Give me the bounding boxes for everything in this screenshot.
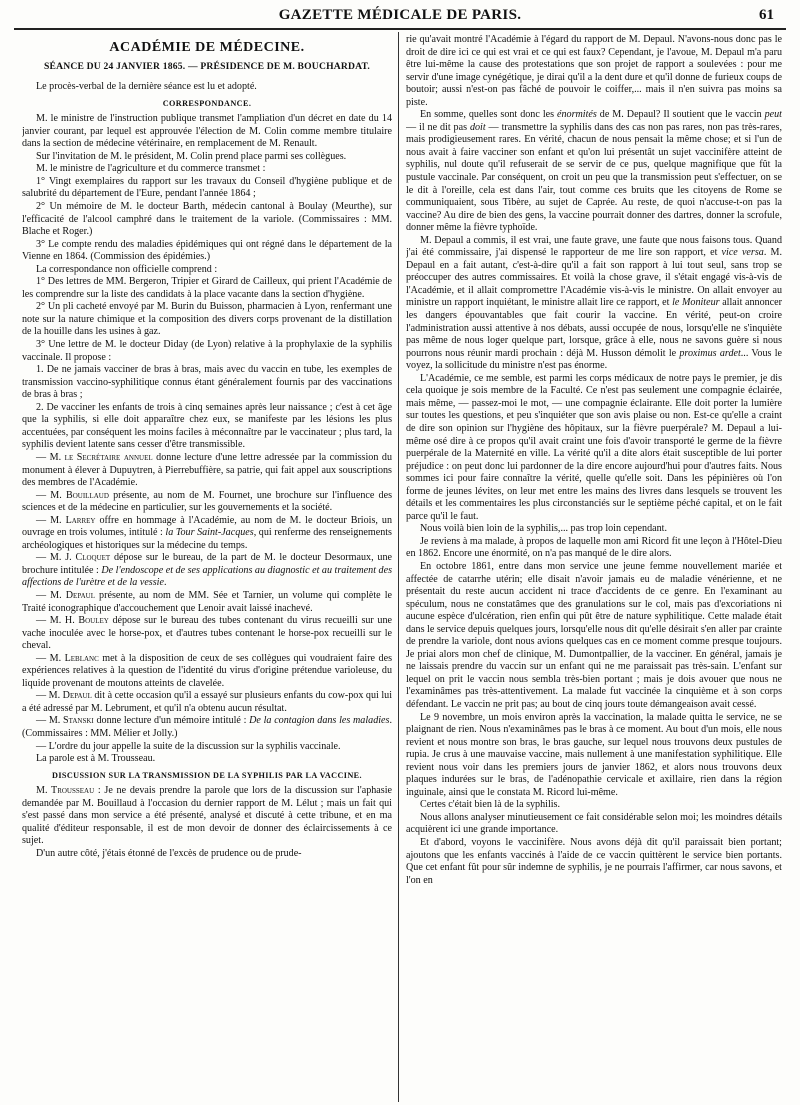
- paragraph: — L'ordre du jour appelle la suite de la discussion sur la syphilis vaccinale.: [36, 740, 341, 752]
- paragraph: Nous allons analyser minutieusement ce fait considérable selon moi; les moindres détails acquièrent ici une grande importance.: [406, 811, 782, 836]
- paragraph: — M. Leblanc met à la disposition de ceux de ses collègues qui voudraient faire des expériences relatives à la question de l'identité du virus d'origine prétendue varioleuse, du liquide provenant de moutons atteints de clavelée.: [22, 652, 392, 689]
- paragraph: Le 9 novembre, un mois environ après la vaccination, la malade quitta le service, ne se plaignant de rien. Nous n'examinâmes pas le bras à ce moment. Au bout d'un mois, elle nous revient et nous montre son bras, le bras gauche, sur lequel nous trouvons deux pustules de rupia. Je crus à une mauvaise vaccine, mais nullement à une manifestation syphilitique. Elle revient nous voir dans les premiers jours de janvier 1862, et alors nous trouvons deux plaques indurées sur le bras, de l'adénopathie cervicale et axillaire, rien dans la région inguinale, ainsi que le constata M. Ricord lui-même.: [406, 711, 782, 798]
- paragraph: Je reviens à ma malade, à propos de laquelle mon ami Ricord fit une leçon à l'Hôtel-Dieu en 1862. Encore une énormité, on n'a pas manqué de le dire alors.: [406, 535, 782, 560]
- paragraph: 1. De ne jamais vacciner de bras à bras, mais avec du vaccin en tube, les exemples de transmission vaccino-syphilitique connus étant généralement fournis par des vaccinations de bras à bras ;: [22, 364, 392, 401]
- paragraph: M. Trousseau : Je ne devais prendre la parole que lors de la discussion sur l'aphasie demandée par M. Bouillaud à l'occasion du dernier rapport de M. Lélut ; mais un fait qui s'est passé dans mon service a été présenté, analysé et discuté à cette tribune, et en ma qualité d'éditeur responsable, il est de mon devoir de donner des éclaircissements à ce sujet.: [22, 785, 392, 847]
- running-header: [0, 0, 800, 26]
- paragraph: 2° Un pli cacheté envoyé par M. Burin du Buisson, pharmacien à Lyon, renfermant une note sur la nature chimique et la composition des divers corps provenant de la distillation de la houille dans les usines à gaz.: [22, 301, 392, 338]
- session-line: SÉANCE DU 24 JANVIER 1865. — PRÉSIDENCE DE M. BOUCHARDAT.: [43, 60, 371, 72]
- paragraph: Sur l'invitation de M. le président, M. Colin prend place parmi ses collègues.: [36, 150, 347, 162]
- subhead-correspondance: CORRESPONDANCE.: [162, 98, 252, 108]
- paragraph: Et d'abord, voyons le vaccinifère. Nous avons déjà dit qu'il paraissait bien portant; ajoutons que les enfants vaccinés à l'aide de ce vaccin quittèrent le service bien portants. Que cet enfant fût pour sûr indemne de syphilis, je ne pourrais l'affirmer, car nous savons, et l'on en: [406, 837, 782, 886]
- paragraph: 2. De vacciner les enfants de trois à cinq semaines après leur naissance ; c'est à cet âge que la syphilis, si elle doit apparaître chez eux, se manifeste par les lésions les plus accentuées, par conséquent les moins faciles à méconnaître par le vaccinateur ; plus tard, la syphilis devient latente sans cesser d'être transmissible.: [22, 401, 392, 451]
- paragraph: 3° Le compte rendu des maladies épidémiques qui ont régné dans le département de la Vienne en 1864. (Commission des épidémies.): [22, 238, 392, 263]
- paragraph: 1° Vingt exemplaires du rapport sur les travaux du Conseil d'hygiène publique et de salubrité du département de l'Eure, pendant l'année 1864 ;: [22, 175, 392, 200]
- paragraph: L'Académie, ce me semble, est parmi les corps médicaux de notre pays le premier, je dis cela quoique je sois membre de la Faculté. Ce n'est pas seulement une compagnie éclairée, mais même, — passez-moi le mot, — une compagnie éclairante. Elle doit porter la lumière sur toutes les questions, et peu s'inquiéter que son avis plaise ou non. Est-ce qu'elle a craint de dire son opinion sur l'hygiène des hôpitaux, sur la fièvre puerpérale? M. Depaul a lui-même osé dire à ce propos qu'il avait craint une fois d'avoir transporté le germe de la fièvre puerpérale de la Maternité en ville. La vérité qu'il a dite alors était susceptible de lui porter préjudice : on peut donc lui pardonner de la dire encore aujourd'hui pour d'autres faits. Nous sommes ici pour faire connaître la vérité, quelle qu'elle soit. Dans les pépinières où l'on forme de jeunes lévites, on leur met entre les mains des livres dans lesquels se trouvent les détails et les commentaires les plus circonstanciés sur le septième péché capital, et on le fait parce qu'il le faut.: [406, 372, 782, 522]
- paragraph: La correspondance non officielle comprend :: [36, 263, 218, 275]
- paragraph: M. le ministre de l'instruction publique transmet l'ampliation d'un décret en date du 14 janvier courant, par lequel est approuvée l'élection de M. Colin comme membre titulaire dans la section de médecine vétérinaire, en remplacement de M. Renault.: [22, 113, 392, 150]
- paragraph: 1° Des lettres de MM. Bergeron, Tripier et Girard de Cailleux, qui prient l'Académie de les comprendre sur la liste des candidats à la place vacante dans la section d'hygiène.: [22, 276, 392, 300]
- paragraph: — M. Larrey offre en hommage à l'Académie, au nom de M. le docteur Briois, un ouvrage en trois volumes, intitulé : la Tour Saint-Jacques, qui renferme des renseignements archéologiques et historiques sur la médecine du temps.: [22, 514, 392, 551]
- paragraph: — M. J. Cloquet dépose sur le bureau, de la part de M. le docteur Desormaux, une brochure intitulée : De l'endoscope et de ses applications au diagnostic et au traitement des affections de l'urètre et de la vessie.: [22, 552, 392, 589]
- journal-title: GAZETTE MÉDICALE DE PARIS.: [278, 7, 522, 23]
- paragraph: Certes c'était bien là de la syphilis.: [420, 799, 561, 811]
- right-column: [406, 34, 782, 1102]
- paragraph: 2° Un mémoire de M. le docteur Barth, médecin cantonal à Boulay (Meurthe), sur l'efficacité de l'alcool camphré dans le traitement de la variole. (Commissaires : MM. Blache et Roger.): [22, 201, 392, 238]
- paragraph: Le procès-verbal de la dernière séance est lu et adopté.: [36, 81, 257, 93]
- left-column: [22, 34, 392, 1102]
- paragraph: — M. Stanski donne lecture d'un mémoire intitulé : De la contagion dans les maladies. (Commissaires : MM. Mélier et Jolly.): [22, 715, 392, 739]
- column-divider: [398, 32, 399, 1102]
- paragraph: La parole est à M. Trousseau.: [36, 753, 156, 765]
- paragraph: — M. Depaul présente, au nom de MM. Sée et Tarnier, un volume qui complète le Traité iconographique d'accouchement que Lenoir avait laissé inachevé.: [22, 589, 392, 614]
- section-title: ACADÉMIE DE MÉDECINE.: [109, 40, 305, 55]
- subhead-discussion: DISCUSSION SUR LA TRANSMISSION DE LA SYPHILIS PAR LA VACCINE.: [52, 770, 362, 780]
- paragraph: En somme, quelles sont donc les énormités de M. Depaul? Il soutient que le vaccin peut — il ne dit pas doit — transmettre la syphilis dans des cas non pas rares, non pas très-rares, mais prodigieusement rares. En vérité, chacun de nous pensait la même chose; et si l'un de nous avait à faire vacciner son enfant et qu'on lui présentât un sujet vaccinifère atteint de syphilis, nul doute qu'il refuserait de se servir de ce pus, quelque magnifique que fût la pustule vaccinale. Par conséquent, on croit un peu que la transmission peut s'effectuer, on se le dit à l'oreille, cela est dans l'air, tout comme ces bruits que les citoyens de Rome se communiquaient, sous Tibère, au sujet de Caprée. Au reste, de quoi n'accuse-t-on pas la vaccine? Au dire de bien des gens, la vaccine pourrait donner des dartres, donner la scrofule, donner même la fièvre typhoïde.: [406, 109, 782, 234]
- paragraph: rie qu'avait montré l'Académie à l'égard du rapport de M. Depaul. N'avons-nous donc pas le droit de dire ici ce qui est vrai et ce qui est faux? Cependant, je l'avoue, M. Depaul m'a paru être lui-même la cause des protestations que son projet de rapport a soulevées : pour me servir d'une image cynégétique, je dirai qu'il a la dent dure et qu'il donne de furieux coups de boutoir; aussi n'est-on pas fâché de pouvoir le coiffer,... mais il n'en suivra pas moins sa piste.: [406, 34, 782, 108]
- paragraph: D'un autre côté, j'étais étonné de l'excès de prudence ou de prude-: [36, 847, 302, 859]
- paragraph: 3° Une lettre de M. le docteur Diday (de Lyon) relative à la prophylaxie de la syphilis vaccinale. Il propose :: [22, 339, 392, 363]
- header-rule: [14, 28, 786, 30]
- page-number: 61: [759, 7, 774, 23]
- paragraph: M. le ministre de l'agriculture et du commerce transmet :: [36, 163, 266, 175]
- paragraph: — M. Bouillaud présente, au nom de M. Fournet, une brochure sur l'influence des sciences et de la médecine en particulier, sur les gouvernements et la société.: [22, 489, 392, 514]
- paragraph: Nous voilà bien loin de la syphilis,... pas trop loin cependant.: [420, 523, 667, 535]
- paragraph: — M. Depaul dit à cette occasion qu'il a essayé sur plusieurs enfants du cow-pox qui lui a été adressé par M. Lebrument, et qu'il n'a obtenu aucun résultat.: [22, 690, 392, 714]
- paragraph: — M. H. Bouley dépose sur le bureau des tubes contenant du virus recueilli sur une vache inoculée avec le horse-pox, et d'autres tubes contenant le horse-pox recueilli sur le cheval.: [22, 615, 392, 652]
- paragraph: M. Depaul a commis, il est vrai, une faute grave, une faute que nous faisons tous. Quand j'ai été commissaire, j'ai dispensé le rapporteur de me lire son rapport, et vice versa. M. Depaul en a fait autant, c'est-à-dire qu'il a fait son rapport à lui tout seul, sans trop se préoccuper des autres commissaires. Et voilà la chose grave, il s'était engagé vis-à-vis de l'Académie, et il allait compromettre l'Académie vis-à-vis le ministre. On allait envoyer au ministre un rapport inquiétant, le ministre allait lire ce rapport, et le Moniteur allait annoncer les dangers épouvantables que fait courir la vaccine. En vérité, peut-on croire l'administration aussi attentive à nos débats, aussi occupée de nous, lorsqu'elle ne s'inquiète pas même de nous loger quelque part, lorsque, grâce à elle, nous ne savons guère si nous pourrons nous réunir mardi prochain : déjà M. Husson démolit le proximus ardet... Vous le voyez, la sollicitude du ministre n'est pas énorme.: [406, 234, 782, 372]
- paragraph: En octobre 1861, entre dans mon service une jeune femme nouvellement mariée et affectée de catarrhe utérin; elle disait n'avoir jamais eu de maladie vénérienne, et ne présentait du reste aucun accident ni trace d'accidents de ce genre. En l'examinant au spéculum, nous ne constatâmes que des granulations sur le col, mais pas d'excoriations ni aucune espèce d'ulcération, rien enfin qui pût être de nature syphilitique. Cette malade était dans le service depuis quelques jours, lorsqu'elle nous dit qu'elle désirait s'en aller par crainte de prendre la variole, dont nous avions quelques cas en ce moment comme presque toujours. Je priai alors mon chef de clinique, M. Dumontpallier, de la vacciner. En général, jamais je ne laissais prendre du vaccin sur un enfant qui ne me paraissait pas très-sain. L'enfant sur lequel on prit le vaccin nous sembla très-bien portant ; mais je dois avouer que nous ne l'examinâmes pas très-attentivement. La malade fut vaccinée la cinquième et à son corps défendant. Le vaccin ne prit pas; au bout de cinq jours toute démangeaison avait cessé.: [406, 560, 782, 710]
- paragraph: — M. le Secrétaire annuel donne lecture d'une lettre adressée par la commission du monument à élever à Dupuytren, à Pierrebuffière, sa patrie, qui fait appel aux souscriptions des membres de l'Académie.: [22, 451, 392, 489]
